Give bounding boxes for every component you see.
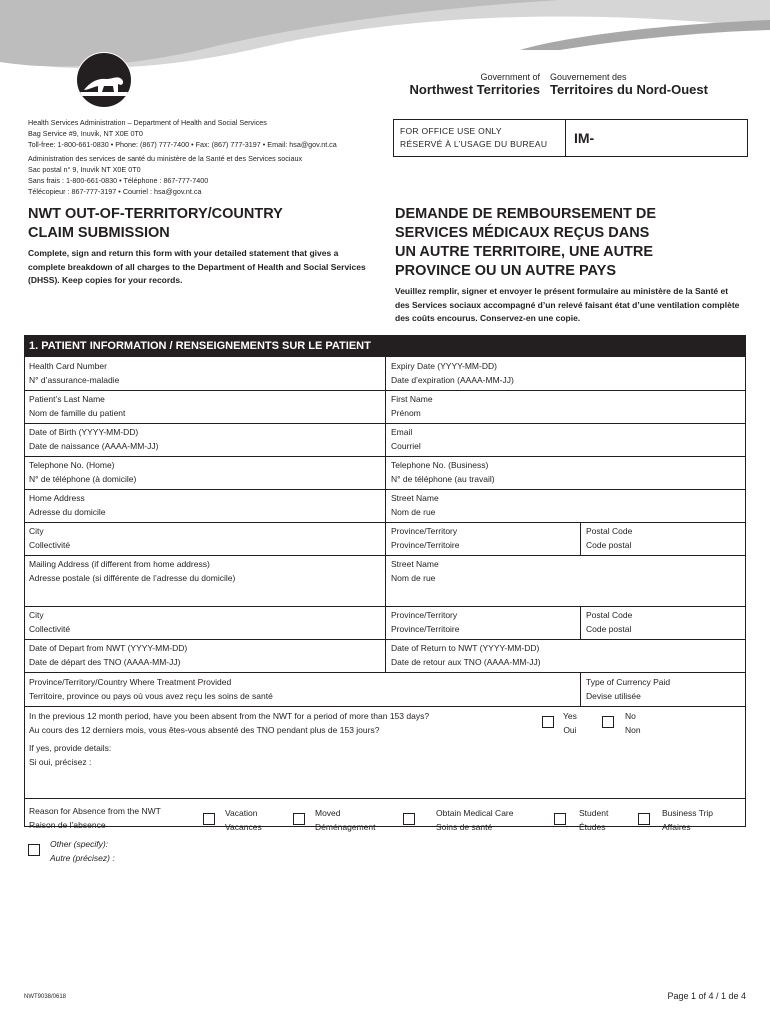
gov-en-line1: Government of: [480, 72, 540, 82]
student-label-fr: Études: [579, 822, 606, 832]
currency-label-en: Type of Currency Paid: [586, 677, 671, 687]
vacation-label-en: Vacation: [225, 808, 258, 818]
health-card-label-fr: N° d’assurance-maladie: [29, 375, 120, 385]
patient-info-form: [24, 357, 746, 830]
street-label-en: Street Name: [391, 493, 439, 503]
medical-care-checkbox[interactable]: [403, 813, 415, 825]
gov-name-fr: [550, 72, 708, 95]
province-label-fr: Province/Territoire: [391, 540, 460, 550]
tel-home-field[interactable]: [29, 458, 136, 486]
home-address-label-fr: Adresse du domicile: [29, 507, 106, 517]
return-label-en: Date of Return to NWT (YYYY-MM-DD): [391, 643, 540, 653]
vacation-checkbox[interactable]: [203, 813, 215, 825]
nwt-logo: [76, 52, 132, 108]
expiry-label-en: Expiry Date (YYYY-MM-DD): [391, 361, 497, 371]
prov2-label-fr: Province/Territoire: [391, 624, 460, 634]
title-fr-line: UN AUTRE TERRITOIRE, UNE AUTRE: [395, 244, 654, 260]
intro-fr: Veuillez remplir, signer et envoyer le présent formulaire au ministère de la Santé et des Services sociaux accompagné d’un relevé faisant état d’une ventilation complète des coûts encourus. Conservez-en une copie.: [395, 286, 740, 323]
student-label-en: Student: [579, 808, 609, 818]
medical-label-en: Obtain Medical Care: [436, 808, 514, 818]
health-card-field[interactable]: [29, 359, 119, 387]
postal-code-field[interactable]: [586, 524, 632, 552]
dob-label-fr: Date de naissance (AAAA-MM-JJ): [29, 441, 159, 451]
title-en-line: NWT OUT-OF-TERRITORY/COUNTRY: [28, 206, 283, 222]
row-divider: [25, 672, 745, 673]
absence-question-en: In the previous 12 month period, have you been absent from the NWT for a period of more than 153 days?: [29, 711, 430, 721]
email-label-fr: Courriel: [391, 441, 421, 451]
moved-label-fr: Déménagement: [315, 822, 376, 832]
moved-checkbox[interactable]: [293, 813, 305, 825]
office-use-fr: RÉSERVÉ À L’USAGE DU BUREAU: [400, 139, 548, 149]
gov-fr-line1: Gouvernement des: [550, 72, 627, 82]
return-date-field[interactable]: [391, 641, 541, 669]
address-fr-line: Administration des services de santé du ministère de la Santé et des Services sociaux: [28, 154, 303, 163]
prov2-label-en: Province/Territory: [391, 610, 458, 620]
home-address-label-en: Home Address: [29, 493, 85, 503]
email-field[interactable]: [391, 425, 421, 453]
street-label-fr: Nom de rue: [391, 507, 436, 517]
no-label: [625, 709, 641, 737]
col-divider: [385, 357, 386, 639]
title-fr-line: SERVICES MÉDICAUX REÇUS DANS: [395, 225, 650, 241]
reason-label-fr: Raison de l’absence: [29, 820, 106, 830]
address-en-line: Health Services Administration – Department of Health and Social Services: [28, 118, 267, 127]
moved-label-en: Moved: [315, 808, 341, 818]
im-number-field[interactable]: IM-: [574, 130, 595, 146]
title-fr-line: DEMANDE DE REMBOURSEMENT DE: [395, 206, 657, 222]
office-divider: [565, 120, 566, 156]
absence-question: [29, 709, 429, 737]
first-name-field[interactable]: [391, 392, 433, 420]
postal2-label-fr: Code postal: [586, 624, 632, 634]
currency-label-fr: Devise utilisée: [586, 691, 641, 701]
address-fr-line: Télécopieur : 867-777-3197 • Courriel : hsa@gov.nt.ca: [28, 187, 202, 196]
intro-en: Complete, sign and return this form with your detailed statement that gives a complete breakdown of all charges to the Department of Health and Social Services (DHSS). Keep copies for your records.: [28, 248, 366, 285]
yes-label-en: Yes: [563, 711, 577, 721]
col-divider: [580, 672, 581, 706]
dob-label-en: Date of Birth (YYYY-MM-DD): [29, 427, 139, 437]
gov-en-line2: Northwest Territories: [409, 82, 540, 97]
postal-label-fr: Code postal: [586, 540, 632, 550]
street-name-field[interactable]: [391, 491, 439, 519]
last-name-label-fr: Nom de famille du patient: [29, 408, 126, 418]
no-label-en: No: [625, 711, 636, 721]
absence-question-fr: Au cours des 12 derniers mois, vous êtes-vous absenté des TNO pendant plus de 153 jours?: [29, 725, 380, 735]
vacation-label-fr: Vacances: [225, 822, 262, 832]
depart-label-en: Date of Depart from NWT (YYYY-MM-DD): [29, 643, 188, 653]
tel-business-label-fr: N° de téléphone (au travail): [391, 474, 495, 484]
last-name-field[interactable]: [29, 392, 125, 420]
province-label-en: Province/Territory: [391, 526, 458, 536]
mailing-city-field[interactable]: [29, 608, 70, 636]
mailing-address-field[interactable]: [29, 557, 235, 585]
col-divider: [580, 522, 581, 555]
home-address-field[interactable]: [29, 491, 106, 519]
email-label-en: Email: [391, 427, 413, 437]
business-label-en: Business Trip: [662, 808, 714, 818]
first-name-label-fr: Prénom: [391, 408, 421, 418]
gov-fr-line2: Territoires du Nord-Ouest: [550, 82, 708, 97]
address-en: [28, 117, 337, 150]
street2-label-en: Street Name: [391, 559, 439, 569]
mailing-street-field[interactable]: [391, 557, 439, 585]
currency-field[interactable]: [586, 675, 670, 703]
page-number: Page 1 of 4 / 1 de 4: [667, 991, 746, 1001]
no-checkbox[interactable]: [602, 716, 614, 728]
form-code: NWT9038/0618: [24, 994, 67, 1000]
form-title-en: [28, 205, 283, 243]
yes-checkbox[interactable]: [542, 716, 554, 728]
address-en-line: Toll-free: 1-800-661-0830 • Phone: (867) 777-7400 • Fax: (867) 777-3197 • Email: hsa@gov.nt.ca: [28, 140, 337, 149]
student-label: [579, 806, 608, 834]
city-label-fr: Collectivité: [29, 540, 71, 550]
tel-business-label-en: Telephone No. (Business): [391, 460, 489, 470]
other-label-en: Other (specify):: [50, 839, 109, 849]
last-name-label-en: Patient’s Last Name: [29, 394, 105, 404]
section-1-header: 1. PATIENT INFORMATION / RENSEIGNEMENTS SUR LE PATIENT: [24, 335, 746, 357]
expiry-label-fr: Date d’expiration (AAAA-MM-JJ): [391, 375, 514, 385]
city-label-en: City: [29, 526, 44, 536]
return-label-fr: Date de retour aux TNO (AAAA-MM-JJ): [391, 657, 541, 667]
city2-label-fr: Collectivité: [29, 624, 71, 634]
details-label-fr: Si oui, précisez :: [29, 757, 92, 767]
col-divider: [385, 639, 386, 672]
business-trip-label: [662, 806, 713, 834]
province-field[interactable]: [391, 524, 460, 552]
depart-label-fr: Date de départ des TNO (AAAA-MM-JJ): [29, 657, 181, 667]
mailing-label-en: Mailing Address (if different from home address): [29, 559, 210, 569]
yes-label-fr: Oui: [563, 725, 577, 735]
business-trip-checkbox[interactable]: [638, 813, 650, 825]
office-use-en: FOR OFFICE USE ONLY: [400, 126, 502, 136]
mailing-postal-field[interactable]: [586, 608, 632, 636]
business-label-fr: Affaires: [662, 822, 691, 832]
medical-care-label: [436, 806, 513, 834]
address-fr: [28, 153, 302, 197]
other-label[interactable]: [50, 837, 115, 865]
details-field[interactable]: [29, 741, 111, 769]
office-use-label: [400, 125, 547, 151]
vacation-label: [225, 806, 262, 834]
postal-label-en: Postal Code: [586, 526, 633, 536]
city-field[interactable]: [29, 524, 70, 552]
no-label-fr: Non: [625, 725, 641, 735]
other-label-fr: Autre (précisez) :: [50, 853, 115, 863]
depart-date-field[interactable]: [29, 641, 187, 669]
student-checkbox[interactable]: [554, 813, 566, 825]
address-fr-line: Sans frais : 1-800-661-0830 • Téléphone : 867-777-7400: [28, 176, 209, 185]
title-fr-line: PROVINCE OU UN AUTRE PAYS: [395, 263, 617, 279]
col-divider: [580, 606, 581, 639]
polar-bear-logo-icon: [76, 52, 132, 108]
city2-label-en: City: [29, 610, 44, 620]
tel-home-label-fr: N° de téléphone (à domicile): [29, 474, 137, 484]
street2-label-fr: Nom de rue: [391, 573, 436, 583]
tel-home-label-en: Telephone No. (Home): [29, 460, 115, 470]
row-divider: [25, 798, 745, 799]
treatment-location-field[interactable]: [29, 675, 273, 703]
details-label-en: If yes, provide details:: [29, 743, 112, 753]
reason-label-en: Reason for Absence from the NWT: [29, 806, 161, 816]
mailing-province-field[interactable]: [391, 608, 460, 636]
form-title-fr: [395, 205, 656, 281]
address-fr-line: Sac postal n° 9, Inuvik NT X0E 0T0: [28, 165, 141, 174]
yes-label: [563, 709, 577, 737]
address-en-line: Bag Service #9, Inuvik, NT X0E 0T0: [28, 129, 143, 138]
treatment-label-en: Province/Territory/Country Where Treatment Provided: [29, 677, 232, 687]
mailing-label-fr: Adresse postale (si différente de l’adresse du domicile): [29, 573, 236, 583]
tel-business-field[interactable]: [391, 458, 495, 486]
other-checkbox[interactable]: [28, 844, 40, 856]
first-name-label-en: First Name: [391, 394, 433, 404]
health-card-label-en: Health Card Number: [29, 361, 107, 371]
reason-label: [29, 804, 161, 832]
row-divider: [25, 706, 745, 707]
postal2-label-en: Postal Code: [586, 610, 633, 620]
title-en-line: CLAIM SUBMISSION: [28, 225, 170, 241]
dob-field[interactable]: [29, 425, 158, 453]
gov-name-en: [409, 72, 540, 97]
expiry-date-field[interactable]: [391, 359, 514, 387]
medical-label-fr: Soins de santé: [436, 822, 493, 832]
office-use-box: [393, 119, 748, 157]
treatment-label-fr: Territoire, province ou pays où vous avez reçu les soins de santé: [29, 691, 273, 701]
moved-label: [315, 806, 375, 834]
